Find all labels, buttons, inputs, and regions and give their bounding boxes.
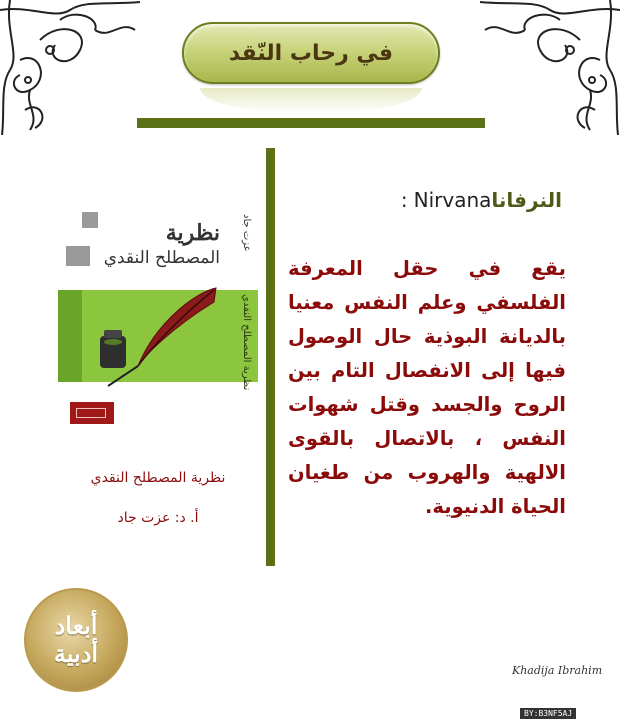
site-logo [24, 588, 128, 692]
corner-ornament-left-icon [0, 0, 150, 140]
book-cover-image [58, 206, 258, 434]
corner-ornament-right-icon [470, 0, 620, 140]
designer-tag: BY:B3NF5AJ [520, 708, 576, 719]
book-cover-spine-text: نظرية المصطلح النقدي [241, 294, 252, 391]
book-caption-title: نظرية المصطلح النقدي [90, 470, 226, 486]
term-latin: Nirvana [413, 188, 492, 212]
book-cover-author: عزت جاد [241, 214, 252, 252]
definition-text: يقع في حقل المعرفة الفلسفي وعلم النفس معنيا بالديانة البوذية حال الوصول فيها إلى الانفصال التام بين الروح والجسد وقتل شهوات النفس ، بالاتصال بالقوى الالهية والهروب من طغيان الحياة الدنيوية. [288, 257, 566, 518]
term-arabic: النرفانا [491, 188, 562, 212]
publisher-logo-icon [70, 402, 114, 424]
book-cover-subtitle: المصطلح النقدي [103, 248, 220, 268]
logo-line-1: أبعاد [54, 611, 98, 640]
book-caption-author: أ. د: عزت جاد [117, 510, 199, 526]
designer-signature: Khadija Ibrahim [512, 664, 603, 677]
term-colon: : [400, 188, 408, 212]
book-cover-band-dark [58, 290, 82, 382]
book-cover-block [82, 212, 98, 228]
quill-and-inkwell-icon [86, 282, 226, 392]
logo-line-2: أدبية [53, 639, 99, 668]
header-pill [182, 22, 440, 84]
header-reflection [200, 88, 422, 114]
page-title: في رحاب النّقد [228, 40, 394, 66]
vertical-divider [266, 148, 275, 566]
logo-text [54, 612, 98, 668]
book-cover-block [66, 246, 90, 266]
header [182, 22, 440, 126]
horizontal-divider [137, 118, 485, 128]
publisher-logo-frame [76, 408, 106, 418]
term-heading [401, 188, 562, 212]
book-cover-title: نظرية [165, 220, 220, 246]
